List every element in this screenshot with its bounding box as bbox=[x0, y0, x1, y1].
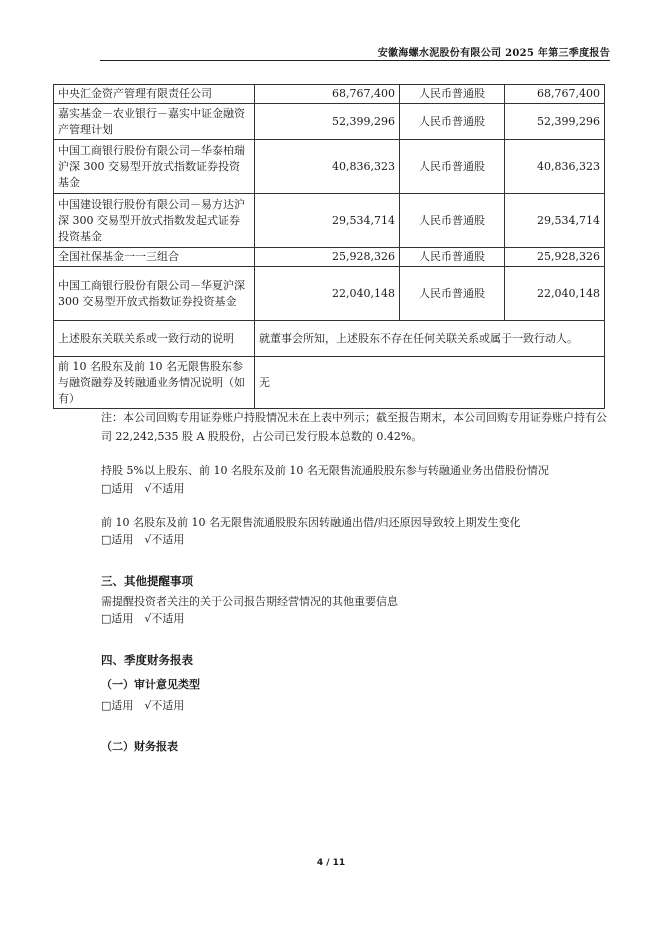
margin-label: 前 10 名股东及前 10 名无限售股东参与融资融券及转融通业务情况说明（如有） bbox=[54, 357, 255, 409]
top-holders-table bbox=[53, 84, 605, 409]
holder-shares: 22,040,148 bbox=[255, 267, 400, 321]
relation-row bbox=[54, 321, 605, 357]
holder-name: 中国工商银行股份有限公司－华夏沪深 300 交易型开放式指数证券投资基金 bbox=[54, 267, 255, 321]
page-number: 4 / 11 bbox=[316, 858, 346, 868]
holder-shares: 68,767,400 bbox=[255, 85, 400, 104]
share-type: 人民币普通股 bbox=[400, 140, 505, 194]
table-row bbox=[54, 267, 605, 321]
holder-shares: 25,928,326 bbox=[255, 248, 400, 267]
lending-text: 持股 5%以上股东、前 10 名股东及前 10 名无限售流通股股东参与转融通业务出借股份情况 bbox=[101, 464, 549, 477]
table-row bbox=[54, 104, 605, 140]
holder-shares: 40,836,323 bbox=[255, 140, 400, 194]
share-count: 68,767,400 bbox=[505, 85, 605, 104]
table-row bbox=[54, 140, 605, 194]
holder-name: 嘉实基金－农业银行－嘉实中证金融资产管理计划 bbox=[54, 104, 255, 140]
margin-value: 无 bbox=[255, 357, 605, 409]
share-count: 25,928,326 bbox=[505, 248, 605, 267]
share-type: 人民币普通股 bbox=[400, 85, 505, 104]
holder-name: 全国社保基金一一三组合 bbox=[54, 248, 255, 267]
share-type: 人民币普通股 bbox=[400, 194, 505, 248]
holder-shares: 52,399,296 bbox=[255, 104, 400, 140]
section4-title: 四、季度财务报表 bbox=[101, 653, 193, 667]
holder-name: 中国建设银行股份有限公司－易方达沪深 300 交易型开放式指数发起式证券投资基金 bbox=[54, 194, 255, 248]
table-row bbox=[54, 85, 605, 104]
financial-statements-title: （二）财务报表 bbox=[101, 740, 178, 753]
table-row bbox=[54, 194, 605, 248]
buyback-note: 注：本公司回购专用证券账户持股情况未在上表中列示；截至报告期末，本公司回购专用证券账户持有公司 22,242,535 股 A 股股份，占公司已发行股本总数的 0.42%。 bbox=[101, 411, 607, 443]
share-count: 52,399,296 bbox=[505, 104, 605, 140]
share-type: 人民币普通股 bbox=[400, 267, 505, 321]
share-type: 人民币普通股 bbox=[400, 104, 505, 140]
relation-value: 就董事会所知，上述股东不存在任何关联关系或属于一致行动人。 bbox=[255, 321, 605, 357]
section3-option: □适用 √不适用 bbox=[101, 612, 185, 625]
change-text: 前 10 名股东及前 10 名无限售流通股股东因转融通出借/归还原因导致较上期发生变化 bbox=[101, 516, 521, 529]
share-count: 40,836,323 bbox=[505, 140, 605, 194]
lending-option: □适用 √不适用 bbox=[101, 482, 185, 495]
audit-opinion-title: （一）审计意见类型 bbox=[101, 678, 200, 691]
holder-shares: 29,534,714 bbox=[255, 194, 400, 248]
report-header: 安徽海螺水泥股份有限公司 2025 年第三季度报告 bbox=[377, 48, 610, 59]
section3-text: 需提醒投资者关注的关于公司报告期经营情况的其他重要信息 bbox=[101, 595, 398, 608]
audit-option: □适用 √不适用 bbox=[101, 699, 185, 712]
header-divider bbox=[100, 60, 610, 61]
share-type: 人民币普通股 bbox=[400, 248, 505, 267]
change-option: □适用 √不适用 bbox=[101, 533, 185, 546]
relation-label: 上述股东关联关系或一致行动的说明 bbox=[54, 321, 255, 357]
section3-title: 三、其他提醒事项 bbox=[101, 574, 193, 588]
share-count: 22,040,148 bbox=[505, 267, 605, 321]
holder-name: 中国工商银行股份有限公司－华泰柏瑞沪深 300 交易型开放式指数证券投资基金 bbox=[54, 140, 255, 194]
holder-name: 中央汇金资产管理有限责任公司 bbox=[54, 85, 255, 104]
share-count: 29,534,714 bbox=[505, 194, 605, 248]
margin-row bbox=[54, 357, 605, 409]
table-row bbox=[54, 248, 605, 267]
